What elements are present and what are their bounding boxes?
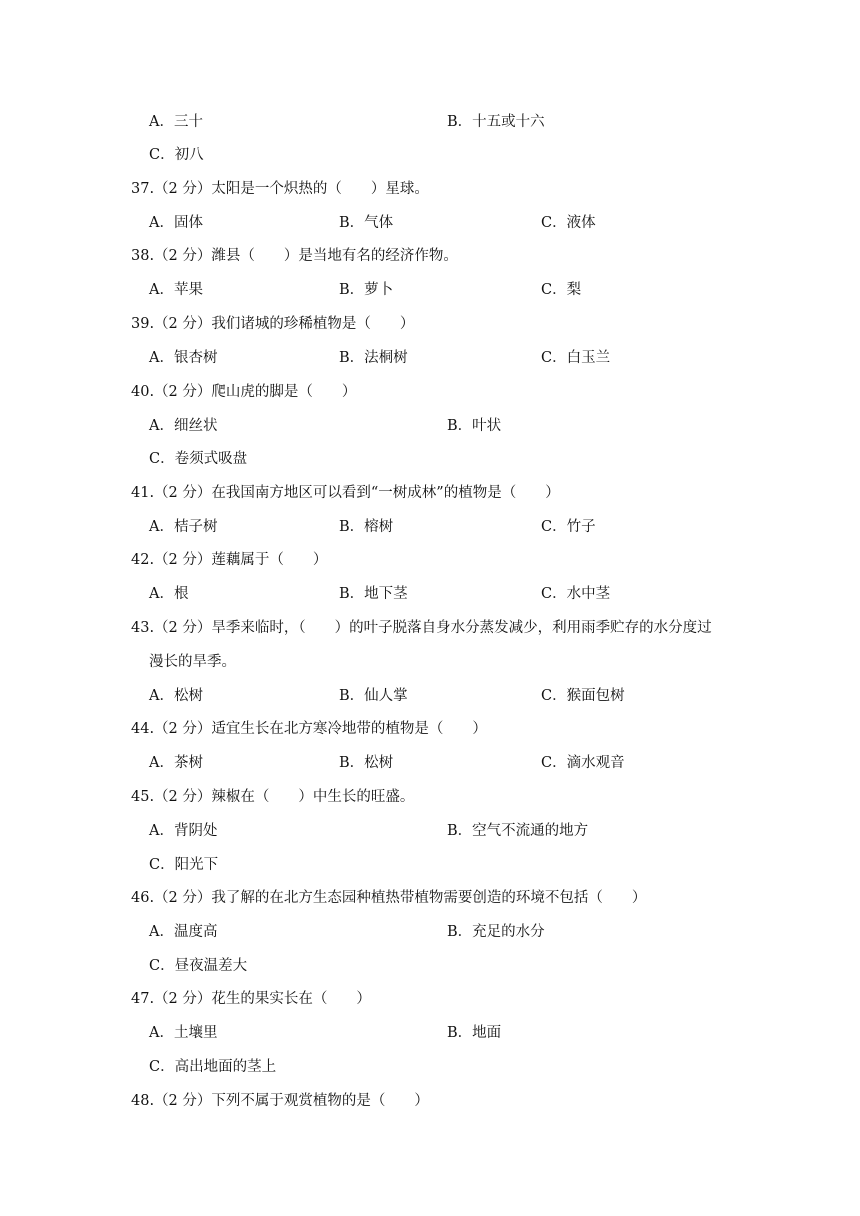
option-46-c: C．昼夜温差大	[149, 958, 248, 974]
option-45-b: B．空气不流通的地方	[447, 823, 589, 839]
question-44: 44.（2 分）适宜生长在北方寒冷地带的植物是（ ）	[131, 721, 487, 737]
option-39-b: B．法桐树	[339, 350, 408, 366]
option-41-c: C．竹子	[541, 519, 596, 535]
option-37-a: A．固体	[149, 215, 203, 231]
option-43-a: A．松树	[149, 688, 203, 704]
question-40: 40.（2 分）爬山虎的脚是（ ）	[131, 384, 357, 400]
option-46-b: B．充足的水分	[447, 924, 545, 940]
option-42-a: A．根	[149, 586, 189, 602]
option-41-b: B．榕树	[339, 519, 394, 535]
question-39: 39.（2 分）我们诸城的珍稀植物是（ ）	[131, 316, 415, 332]
option-37-b: B．气体	[339, 215, 394, 231]
option-44-a: A．茶树	[149, 755, 203, 771]
option-36-c: C．初八	[149, 147, 204, 163]
question-43: 43.（2 分）旱季来临时，（ ）的叶子脱落自身水分蒸发减少，利用雨季贮存的水分度过	[131, 620, 712, 636]
question-42: 42.（2 分）莲藕属于（ ）	[131, 552, 328, 568]
option-45-a: A．背阴处	[149, 823, 218, 839]
question-41: 41.（2 分）在我国南方地区可以看到“一树成林”的植物是（ ）	[131, 485, 560, 501]
question-37: 37.（2 分）太阳是一个炽热的（ ）星球。	[131, 181, 429, 197]
question-46: 46.（2 分）我了解的在北方生态园种植热带植物需要创造的环境不包括（ ）	[131, 890, 647, 906]
option-39-c: C．白玉兰	[541, 350, 611, 366]
option-40-c: C．卷须式吸盘	[149, 451, 248, 467]
option-42-b: B．地下茎	[339, 586, 408, 602]
option-44-b: B．松树	[339, 755, 394, 771]
option-37-c: C．液体	[541, 215, 596, 231]
option-45-c: C．阳光下	[149, 857, 219, 873]
option-43-b: B．仙人掌	[339, 688, 408, 704]
question-48: 48.（2 分）下列不属于观赏植物的是（ ）	[131, 1093, 429, 1109]
question-45: 45.（2 分）辣椒在（ ）中生长的旺盛。	[131, 789, 415, 805]
option-46-a: A．温度高	[149, 924, 218, 940]
option-38-c: C．梨	[541, 282, 582, 298]
question-38: 38.（2 分）潍县（ ）是当地有名的经济作物。	[131, 248, 458, 264]
option-38-b: B．萝卜	[339, 282, 394, 298]
option-36-a: A．三十	[149, 114, 203, 130]
option-44-c: C．滴水观音	[541, 755, 625, 771]
option-42-c: C．水中茎	[541, 586, 611, 602]
option-39-a: A．银杏树	[149, 350, 218, 366]
question-43-continuation: 漫长的旱季。	[149, 654, 236, 670]
option-47-a: A．土壤里	[149, 1025, 218, 1041]
question-47: 47.（2 分）花生的果实长在（ ）	[131, 991, 371, 1007]
option-36-b: B．十五或十六	[447, 114, 545, 130]
option-47-c: C．高出地面的茎上	[149, 1059, 277, 1075]
option-41-a: A．桔子树	[149, 519, 218, 535]
option-40-b: B．叶状	[447, 418, 502, 434]
option-40-a: A．细丝状	[149, 418, 218, 434]
option-47-b: B．地面	[447, 1025, 502, 1041]
option-43-c: C．猴面包树	[541, 688, 625, 704]
option-38-a: A．苹果	[149, 282, 203, 298]
